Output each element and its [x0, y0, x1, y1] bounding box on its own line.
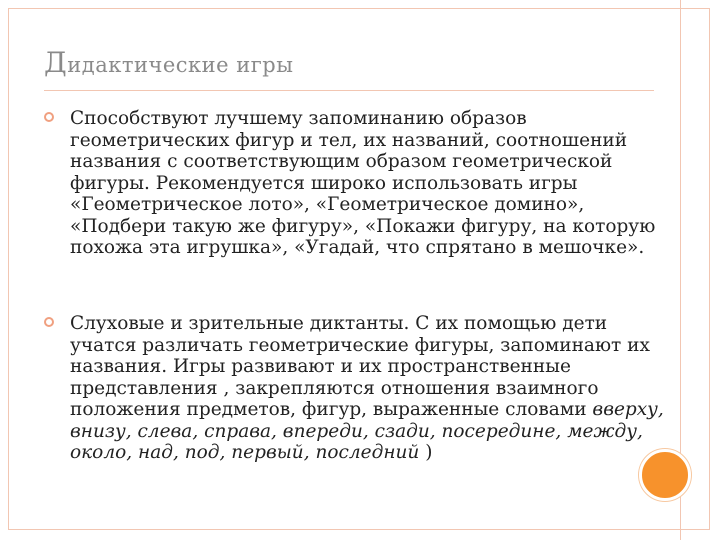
list-item-tail: ): [419, 442, 433, 463]
list-item-italic-text: вверху, внизу, слева, справа, впереди, сзади, посередине, между, около, над, под, первый, последний: [70, 399, 664, 463]
list-item-text: Слуховые и зрительные диктанты. С их помощью дети учатся различать геометрические фигуры, запоминают их названия. Игры развивают и их пространственные представления , закрепляются отношения взаимного положения предметов, фигур, выраженные словами: [70, 313, 650, 420]
circle-bullet-icon: [44, 112, 54, 122]
list-item-text: Способствуют лучшему запоминанию образов геометрических фигур и тел, их названий, соотношений названия с соответствующим образом геометрической фигуры. Рекомендуется широко использовать игры «Геометрическое лото», «Геометрическое домино», «Подбери такую же фигуру», «Покажи фигуру, на которую похожа эта игрушка», «Угадай, что спрятано в мешочке».: [70, 108, 656, 258]
list-item: [70, 313, 670, 464]
slide-title: [44, 46, 293, 79]
title-word-2: игры: [236, 53, 294, 77]
title-initial: Д: [44, 46, 68, 79]
title-rest: [67, 53, 293, 77]
title-word-1: идактические: [67, 53, 230, 77]
circle-bullet-icon: [44, 317, 54, 327]
list-item: [70, 108, 670, 259]
title-divider: [44, 90, 654, 91]
decorative-circle-icon: [639, 449, 691, 501]
